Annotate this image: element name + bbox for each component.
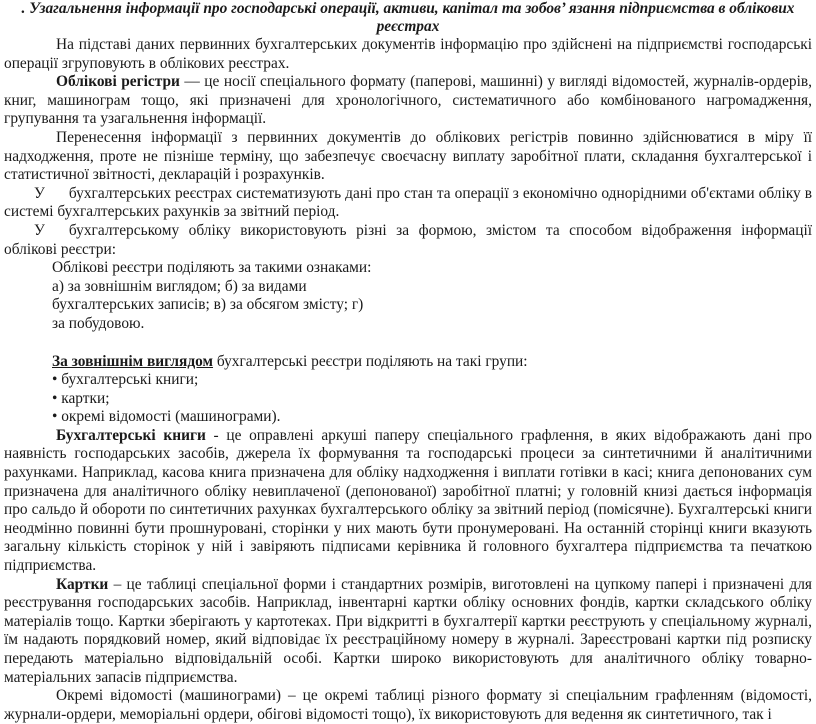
paragraph-systematize (4, 185, 812, 222)
paragraph-sheets: Окремі відомості (машинограми) – це окремі таблиці різного формату зі спеціальним графленням (відомості, журнали-ордери, меморіальні ордери, обігові відомості тощо), їх використовують для ведення як синтетичного, так і (4, 687, 812, 723)
registers-definition-text: — це носії спеціального формату (паперові, машинні) у вигляді відомостей, журналів-ордерів, книг, машинограм тощо, які призначені для хронологічного, систематичного або комбінованого нагромадження, групування та узагальнення інформації. (4, 73, 812, 128)
signs-line: бухгалтерських записів; в) за обсягом змісту; г) (52, 296, 364, 314)
paragraph-variety (4, 222, 812, 259)
signs-line: а) за зовнішнім виглядом; б) за видами (52, 277, 307, 295)
paragraph-intro: На підставі даних первинних бухгалтерських документів інформацію про здійснені на підприємстві господарські операції згруповують в облікових реєстрах. (4, 36, 812, 72)
paragraph-cards (4, 576, 812, 688)
lead-letter: У (34, 184, 45, 202)
list-item: • окремі відомості (машинограми). (52, 408, 281, 426)
blank-line (4, 334, 812, 353)
section-heading: . Узагальнення інформації про господарські операції, активи, капітал та зобов’ язання підприємства в облікових реєстрах (21, 0, 795, 35)
list-item: • картки; (52, 389, 110, 407)
books-text: - це оправлені аркуші паперу спеціального графлення, в яких відображають дані про наявність господарських засобів, джерела їх формування та господарські процеси за синтетичними й аналітичними рахунками. Наприклад, касова книга призначена для обліку надходження і виплати готівки в касі; книга депонованих сум призначена для аналітичного обліку невиплаченої (депонованої) заробітної платні; у головній книзі дається інформація про сальдо й обороти по синтетичних рахунках бухгалтерського обліку за звітний період (помісячне). Бухгалтерські книги неодмінно повинні бути прошнуровані, сторінки у них мають бути пронумеровані. На останній сторінці книги вказують загальну кількість сторінок у ній і завіряють підписами керівника й головного бухгалтера підприємства та печаткою підприємства. (4, 426, 812, 575)
variety-text: бухгалтерському обліку використовують різні за формою, змістом та способом відображення інформації облікові реєстри: (4, 221, 812, 258)
paragraph-transfer: Перенесення інформації з первинних документів до облікових регістрів повинно здійснюватися в міру її надходження, проте не пізніше терміну, що забезпечує своєчасну виплату заробітної плати, складання бухгалтерської і статистичної звітності, декларацій і розрахунків. (4, 128, 812, 184)
paragraph-books (4, 427, 812, 576)
paragraph-registers-definition (4, 73, 812, 129)
lead-letter: У (34, 221, 45, 239)
systematize-text: бухгалтерських реєстрах систематизують дані про стан та операції з економічно однорідними об'єктами обліку в системі бухгалтерських рахунків за звітний період. (4, 184, 812, 221)
term-appearance: За зовнішнім виглядом (52, 352, 214, 370)
groups-heading (4, 353, 812, 372)
term-registers: Облікові регістри (56, 73, 180, 91)
cards-text: – це таблиці спеціальної форми і стандартних розмірів, виготовлені на цупкому папері і призначені для реєстрування господарських засобів. Наприклад, інвентарні картки обліку основних фондів, картки складського обліку матеріалів тощо. Картки зберігають у картотеках. При відкритті в бухгалтерії картки реєструють у спеціальному журналі, їм надають порядковий номер, який відповідає їх реєстраційному номеру в журналі. Зареєстровані картки під розписку передають матеріально відповідальній особі. Картки широко використовують для аналітичного обліку товарно-матеріальних запасів підприємства. (4, 575, 812, 686)
list-item: • бухгалтерські книги; (52, 371, 199, 389)
term-cards: Картки (56, 575, 109, 593)
groups-text: бухгалтерські реєстри поділяють на такі групи: (213, 352, 528, 370)
signs-line: за побудовою. (52, 314, 145, 332)
signs-line: Облікові реєстри поділяють за такими ознаками: (52, 259, 372, 277)
term-books: Бухгалтерські книги (56, 426, 206, 444)
